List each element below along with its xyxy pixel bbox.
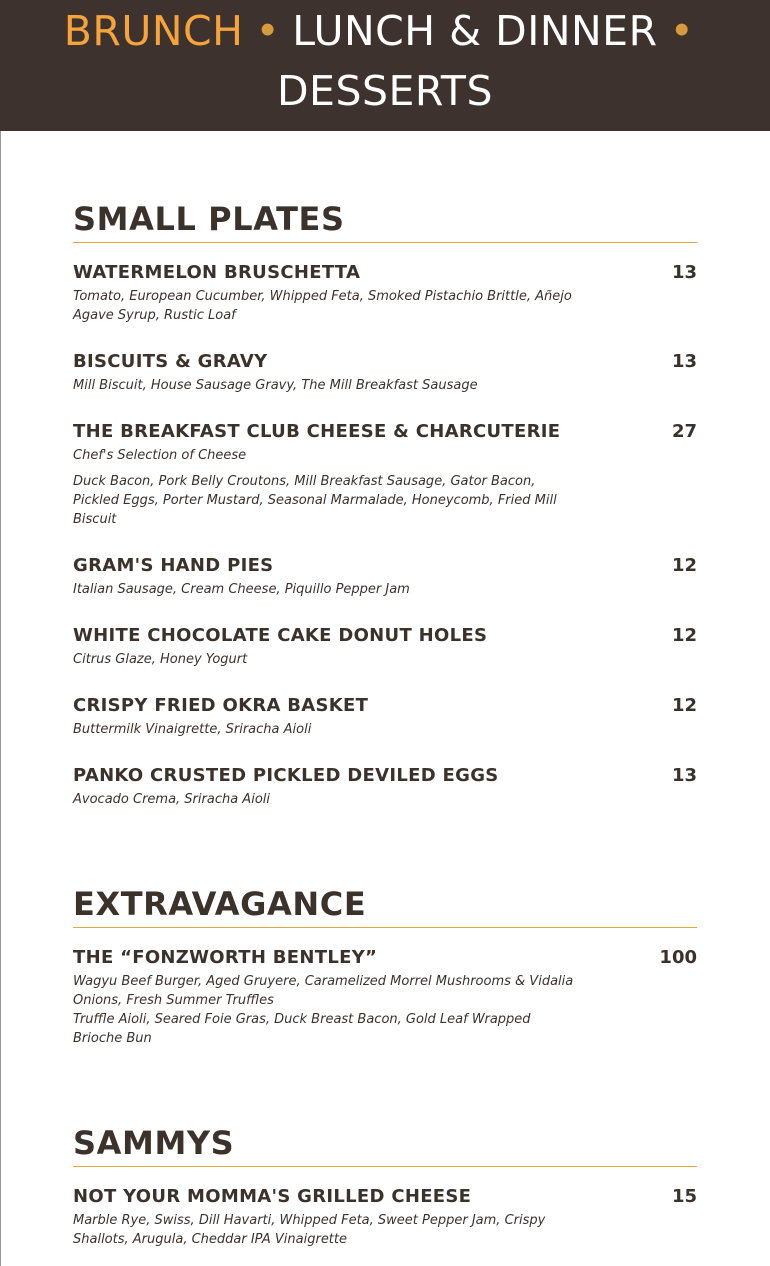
item-price: 13 [671, 262, 697, 283]
menu-item [73, 351, 697, 395]
nav-separator: • [255, 7, 281, 55]
item-description: Duck Bacon, Pork Belly Croutons, Mill Breakfast Sausage, Gator Bacon, Pickled Eggs, Porter Mustard, Seasonal Marmalade, Honeycomb, Fried Mill Biscuit [73, 474, 557, 527]
item-description: Mill Biscuit, House Sausage Gravy, The Mill Breakfast Sausage [73, 378, 478, 393]
menu-item [73, 947, 697, 1048]
page-left-border [0, 130, 1, 1266]
item-description: Tomato, European Cucumber, Whipped Feta, Smoked Pistachio Brittle, Añejo Agave Syrup, Rustic Loaf [73, 289, 572, 323]
item-description: Avocado Crema, Sriracha Aioli [73, 792, 270, 807]
item-price: 13 [671, 351, 697, 372]
item-name: WATERMELON BRUSCHETTA [73, 262, 361, 283]
item-subtitle: Chef's Selection of Cheese [73, 448, 247, 463]
menu-item [73, 625, 697, 669]
menu-item [73, 695, 697, 739]
section-divider [73, 242, 697, 243]
item-price: 13 [671, 765, 697, 786]
item-price: 15 [671, 1186, 697, 1207]
item-name: WHITE CHOCOLATE CAKE DONUT HOLES [73, 625, 488, 646]
nav-separator: • [669, 7, 695, 55]
item-name: PANKO CRUSTED PICKLED DEVILED EGGS [73, 765, 499, 786]
menu-item [73, 262, 697, 325]
nav-link-brunch[interactable]: BRUNCH [63, 7, 244, 55]
nav-line-1 [0, 7, 770, 55]
nav-link-lunch-dinner[interactable]: LUNCH & DINNER [292, 7, 658, 55]
item-name: CRISPY FRIED OKRA BASKET [73, 695, 369, 716]
item-name: THE BREAKFAST CLUB CHEESE & CHARCUTERIE [73, 421, 561, 442]
nav-line-2 [0, 67, 770, 115]
item-name: NOT YOUR MOMMA'S GRILLED CHEESE [73, 1186, 472, 1207]
item-price: 12 [671, 695, 697, 716]
menu-item [73, 765, 697, 809]
item-description: Citrus Glaze, Honey Yogurt [73, 652, 248, 667]
section-title-sammys: SAMMYS [73, 1124, 235, 1162]
section-title-extravagance: EXTRAVAGANCE [73, 885, 367, 923]
item-price: 12 [671, 555, 697, 576]
item-description: Truffle Aioli, Seared Foie Gras, Duck Breast Bacon, Gold Leaf Wrapped Brioche Bun [73, 1012, 531, 1046]
menu-item [73, 555, 697, 599]
menu-item [73, 421, 697, 529]
nav-link-desserts[interactable]: DESSERTS [276, 67, 493, 115]
section-divider [73, 927, 697, 928]
item-description: Italian Sausage, Cream Cheese, Piquillo Pepper Jam [73, 582, 410, 597]
item-price: 100 [659, 947, 697, 968]
item-price: 27 [671, 421, 697, 442]
item-description: Buttermilk Vinaigrette, Sriracha Aioli [73, 722, 312, 737]
menu-item [73, 1186, 697, 1249]
item-name: GRAM'S HAND PIES [73, 555, 274, 576]
item-description: Wagyu Beef Burger, Aged Gruyere, Caramelized Morrel Mushrooms & Vidalia Onions, Fresh Summer Truffles [73, 974, 574, 1008]
item-description: Marble Rye, Swiss, Dill Havarti, Whipped Feta, Sweet Pepper Jam, Crispy Shallots, Arugula, Cheddar IPA Vinaigrette [73, 1213, 546, 1247]
section-divider [73, 1166, 697, 1167]
item-name: THE “FONZWORTH BENTLEY” [73, 947, 378, 968]
item-price: 12 [671, 625, 697, 646]
item-name: BISCUITS & GRAVY [73, 351, 268, 372]
menu-category-nav [0, 0, 770, 131]
section-title-small-plates: SMALL PLATES [73, 200, 345, 238]
